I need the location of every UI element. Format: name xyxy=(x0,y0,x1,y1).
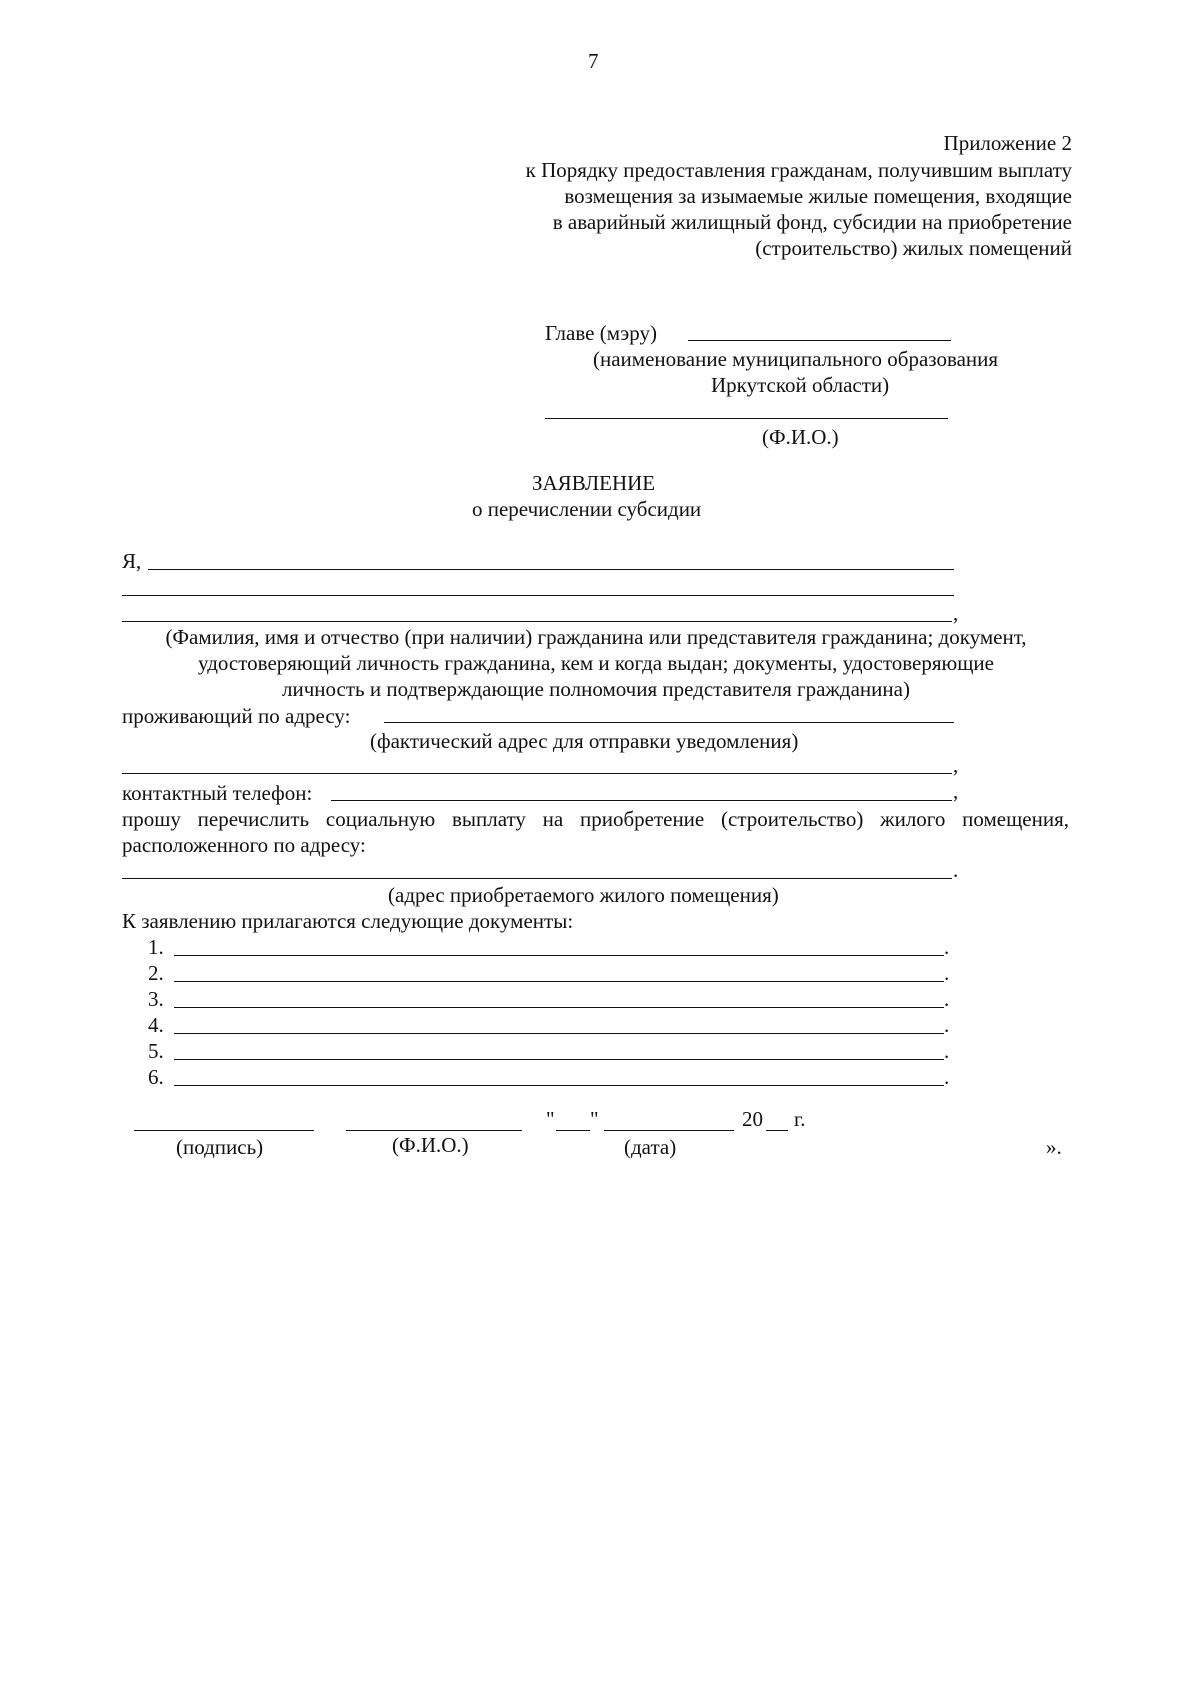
date-year-suffix: г. xyxy=(794,1107,806,1131)
date-year-prefix: 20 xyxy=(742,1107,763,1131)
applicant-caption-3: личность и подтверждающие полномочия представителя гражданина) xyxy=(282,677,910,701)
residence-address-caption: (фактический адрес для отправки уведомления) xyxy=(370,729,799,753)
applicant-field-1[interactable] xyxy=(148,569,954,570)
period-mark: . xyxy=(953,858,959,882)
applicant-field-3[interactable] xyxy=(122,621,952,622)
date-year-field[interactable] xyxy=(766,1130,788,1131)
period-mark: . xyxy=(944,1013,950,1037)
period-mark: . xyxy=(944,1039,950,1063)
date-quote-close: " xyxy=(590,1107,599,1131)
municipality-caption-1: (наименование муниципального образования xyxy=(593,347,999,371)
attachment-field-4[interactable] xyxy=(174,1033,944,1034)
phone-field[interactable] xyxy=(331,800,952,801)
head-fio-field[interactable] xyxy=(545,418,948,419)
head-fio-caption: (Ф.И.О.) xyxy=(762,425,839,449)
comma-mark: , xyxy=(953,753,959,777)
page-number: 7 xyxy=(588,49,599,73)
date-month-field[interactable] xyxy=(604,1130,734,1131)
period-mark: . xyxy=(944,961,950,985)
residence-address-field-2[interactable] xyxy=(122,773,952,774)
applicant-field-2[interactable] xyxy=(122,595,954,596)
attachments-label: К заявлению прилагаются следующие документы: xyxy=(122,909,574,933)
phone-label: контактный телефон: xyxy=(122,781,313,805)
residing-label: проживающий по адресу: xyxy=(122,704,351,728)
period-mark: . xyxy=(944,935,950,959)
attachment-field-6[interactable] xyxy=(174,1085,944,1086)
residence-address-field[interactable] xyxy=(384,722,954,723)
attachment-number: 4. xyxy=(148,1013,164,1037)
signer-fio-field[interactable] xyxy=(346,1130,522,1131)
appendix-line-2: возмещения за изымаемые жилые помещения, входящие xyxy=(564,184,1072,208)
municipality-caption-2: Иркутской области) xyxy=(711,373,890,397)
appendix-line-4: (строительство) жилых помещений xyxy=(755,236,1072,260)
property-address-field[interactable] xyxy=(122,878,952,879)
date-day-field[interactable] xyxy=(556,1130,590,1131)
comma-mark: , xyxy=(953,601,959,625)
signer-fio-caption: (Ф.И.О.) xyxy=(392,1133,469,1157)
appendix-title: Приложение 2 xyxy=(943,131,1072,155)
i-label: Я, xyxy=(122,549,142,573)
attachment-number: 6. xyxy=(148,1065,164,1089)
request-line-1: прошу перечислить социальную выплату на приобретение (строительство) жилого помещения, xyxy=(122,807,1069,831)
attachment-field-1[interactable] xyxy=(174,955,944,956)
document-subtitle: о перечислении субсидии xyxy=(472,497,702,521)
closing-mark: ». xyxy=(1046,1135,1062,1159)
property-address-caption: (адрес приобретаемого жилого помещения) xyxy=(388,883,779,907)
appendix-line-1: к Порядку предоставления гражданам, получившим выплату xyxy=(525,158,1072,182)
attachment-number: 1. xyxy=(148,935,164,959)
signature-field[interactable] xyxy=(134,1130,314,1131)
document-title: ЗАЯВЛЕНИЕ xyxy=(532,471,656,495)
period-mark: . xyxy=(944,1065,950,1089)
period-mark: . xyxy=(944,987,950,1011)
appendix-line-3: в аварийный жилищный фонд, субсидии на приобретение xyxy=(552,210,1072,234)
attachment-field-3[interactable] xyxy=(174,1007,944,1008)
attachment-number: 5. xyxy=(148,1039,164,1063)
attachment-field-5[interactable] xyxy=(174,1059,944,1060)
applicant-caption-1: (Фамилия, имя и отчество (при наличии) гражданина или представителя гражданина; документ, xyxy=(165,625,1027,649)
comma-mark: , xyxy=(953,779,959,803)
attachment-field-2[interactable] xyxy=(174,981,944,982)
attachment-number: 3. xyxy=(148,987,164,1011)
request-line-2: расположенного по адресу: xyxy=(122,833,366,857)
date-caption: (дата) xyxy=(624,1135,677,1159)
attachment-number: 2. xyxy=(148,961,164,985)
signature-caption: (подпись) xyxy=(176,1135,264,1159)
date-quote-open: " xyxy=(546,1107,555,1131)
to-head-label: Главе (мэру) xyxy=(545,321,657,345)
applicant-caption-2: удостоверяющий личность гражданина, кем и когда выдан; документы, удостоверяющие xyxy=(198,651,994,675)
head-name-field[interactable] xyxy=(688,340,951,341)
